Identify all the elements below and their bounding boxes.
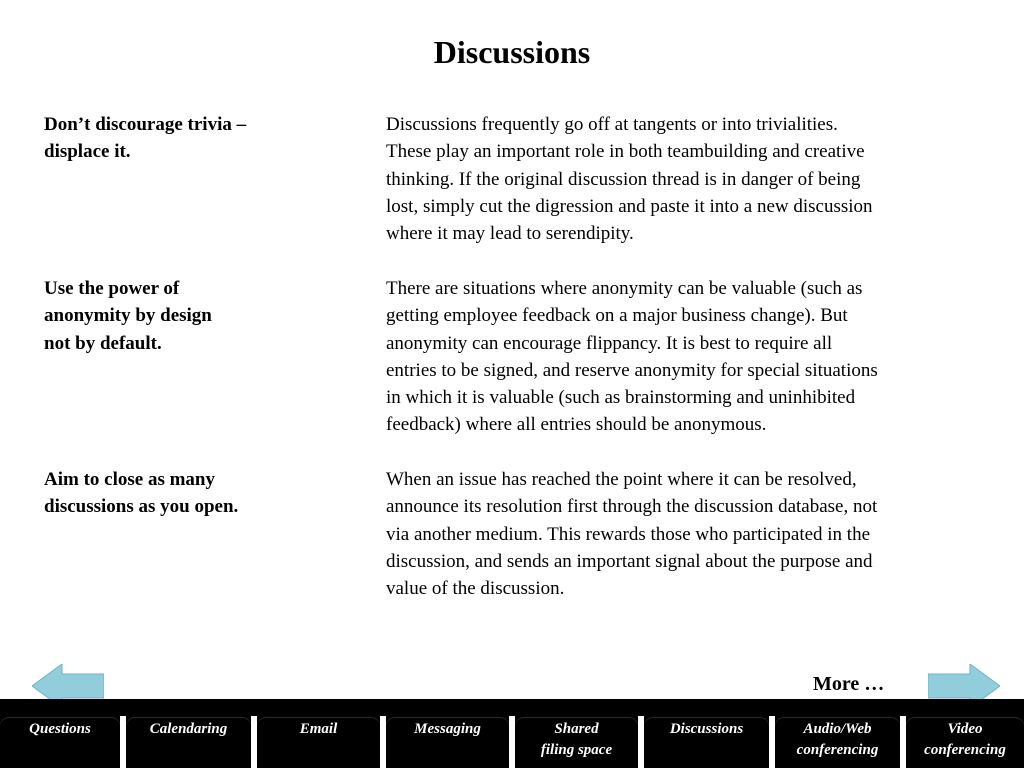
- page-title: Discussions: [433, 34, 591, 70]
- tip-point: Use the power of anonymity by design not by default.: [44, 278, 212, 354]
- tip-description: Discussions frequently go off at tangents or into trivialities. These play an important role in both teambuilding and creative thinking. If the original discussion thread is in danger of being lost, simply cut the digression and paste it into a new discussion where it may lead to serendipity.: [386, 114, 873, 245]
- tip-point: Aim to close as many discussions as you open.: [44, 469, 239, 518]
- nav-tab-messaging[interactable]: Messaging: [386, 718, 509, 768]
- tip-point: Don’t discourage trivia – displace it.: [44, 114, 247, 163]
- nav-tab-calendaring[interactable]: Calendaring: [126, 718, 251, 768]
- nav-tab-email[interactable]: Email: [257, 718, 380, 768]
- nav-tab-video-conferencing[interactable]: Video conferencing: [906, 718, 1024, 768]
- nav-tab-audio-web-conferencing[interactable]: Audio/Web conferencing: [775, 718, 900, 768]
- nav-tab-questions[interactable]: Questions: [0, 718, 120, 768]
- tip-description: There are situations where anonymity can be valuable (such as getting employee feedback on a major business change). But anonymity can encourage flippancy. It is best to require all entries to be signed, and reserve anonymity for special situations in which it is valuable (such as brainstorming and uninhibited feedback) where all entries should be anonymous.: [386, 278, 878, 436]
- nav-tab-discussions[interactable]: Discussions: [644, 718, 769, 768]
- more-link[interactable]: More …: [813, 673, 885, 695]
- nav-tab-shared-filing-space[interactable]: Shared filing space: [515, 718, 638, 768]
- tip-description: When an issue has reached the point where it can be resolved, announce its resolution first through the discussion database, not via another medium. This rewards those who participated in the discussion, and sends an important signal about the purpose and value of the discussion.: [386, 469, 878, 600]
